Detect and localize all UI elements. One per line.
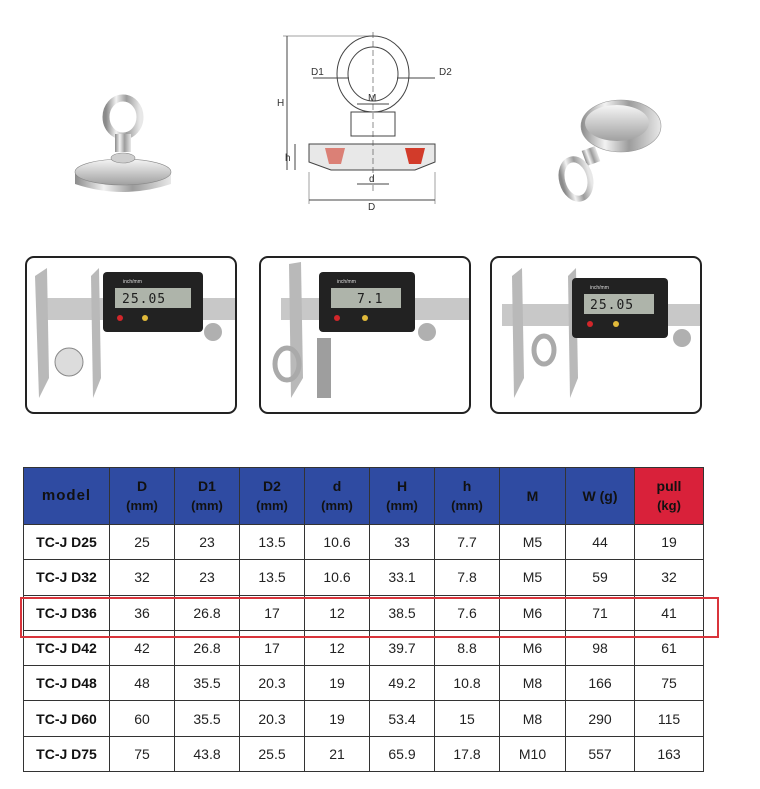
value-cell: 23 bbox=[175, 560, 240, 595]
caliper-reading-3: 25.05 bbox=[590, 298, 635, 313]
caliper-unit-3: inch/mm bbox=[590, 285, 609, 291]
caliper-photo-3 bbox=[490, 256, 702, 414]
header-pull: pull (kg) bbox=[635, 468, 704, 525]
value-cell: 557 bbox=[566, 736, 635, 771]
value-cell: 71 bbox=[566, 595, 635, 630]
value-cell: 26.8 bbox=[175, 630, 240, 665]
model-cell: TC-J D75 bbox=[24, 736, 110, 771]
header-weight: W (g) bbox=[566, 468, 635, 525]
value-cell: 43.8 bbox=[175, 736, 240, 771]
value-cell: M10 bbox=[500, 736, 566, 771]
table-row bbox=[24, 560, 704, 595]
value-cell: 38.5 bbox=[370, 595, 435, 630]
magnet-front-photo bbox=[70, 92, 180, 202]
table-row bbox=[24, 630, 704, 665]
model-cell: TC-J D36 bbox=[24, 595, 110, 630]
dim-label-d-small: d bbox=[369, 174, 375, 185]
caliper-photo-1 bbox=[25, 256, 237, 414]
value-cell: M5 bbox=[500, 525, 566, 560]
value-cell: 25 bbox=[110, 525, 175, 560]
value-cell: 8.8 bbox=[435, 630, 500, 665]
value-cell: 17 bbox=[240, 630, 305, 665]
table-header-row bbox=[24, 468, 704, 525]
value-cell: 65.9 bbox=[370, 736, 435, 771]
table-row bbox=[24, 525, 704, 560]
value-cell: 10.6 bbox=[305, 560, 370, 595]
value-cell: 25.5 bbox=[240, 736, 305, 771]
value-cell: M5 bbox=[500, 560, 566, 595]
dim-label-h-upper: H bbox=[277, 98, 285, 109]
caliper-unit-1: inch/mm bbox=[123, 279, 142, 285]
value-cell: 32 bbox=[635, 560, 704, 595]
table-row bbox=[24, 595, 704, 630]
faint-caption-strip bbox=[40, 6, 400, 14]
magnet-side-photo bbox=[546, 94, 666, 209]
model-cell: TC-J D60 bbox=[24, 701, 110, 736]
value-cell: 19 bbox=[305, 701, 370, 736]
value-cell: 39.7 bbox=[370, 630, 435, 665]
value-cell: 75 bbox=[635, 666, 704, 701]
value-cell: 36 bbox=[110, 595, 175, 630]
table-row bbox=[24, 666, 704, 701]
value-cell: 42 bbox=[110, 630, 175, 665]
value-cell: 98 bbox=[566, 630, 635, 665]
value-cell: 21 bbox=[305, 736, 370, 771]
value-cell: 23 bbox=[175, 525, 240, 560]
caliper-unit-2: inch/mm bbox=[337, 279, 356, 285]
value-cell: 32 bbox=[110, 560, 175, 595]
value-cell: 7.8 bbox=[435, 560, 500, 595]
value-cell: 290 bbox=[566, 701, 635, 736]
value-cell: M8 bbox=[500, 666, 566, 701]
value-cell: 19 bbox=[635, 525, 704, 560]
dim-label-d-large: D bbox=[368, 202, 376, 212]
model-cell: TC-J D48 bbox=[24, 666, 110, 701]
header-h-total: H (mm) bbox=[370, 468, 435, 525]
value-cell: M8 bbox=[500, 701, 566, 736]
value-cell: 19 bbox=[305, 666, 370, 701]
value-cell: 41 bbox=[635, 595, 704, 630]
header-h-base: h (mm) bbox=[435, 468, 500, 525]
value-cell: 12 bbox=[305, 595, 370, 630]
header-d2: D2 (mm) bbox=[240, 468, 305, 525]
dim-label-d1: D1 bbox=[311, 67, 324, 78]
caliper-reading-1: 25.05 bbox=[122, 292, 167, 307]
model-cell: TC-J D42 bbox=[24, 630, 110, 665]
value-cell: 163 bbox=[635, 736, 704, 771]
value-cell: 17 bbox=[240, 595, 305, 630]
value-cell: 35.5 bbox=[175, 701, 240, 736]
caliper-reading-2: 7.1 bbox=[357, 292, 384, 307]
header-model: model bbox=[24, 468, 110, 525]
value-cell: 33.1 bbox=[370, 560, 435, 595]
value-cell: 115 bbox=[635, 701, 704, 736]
value-cell: 10.8 bbox=[435, 666, 500, 701]
header-d1: D1 (mm) bbox=[175, 468, 240, 525]
value-cell: 33 bbox=[370, 525, 435, 560]
value-cell: 75 bbox=[110, 736, 175, 771]
technical-drawing bbox=[265, 32, 465, 212]
value-cell: 12 bbox=[305, 630, 370, 665]
value-cell: 7.6 bbox=[435, 595, 500, 630]
value-cell: 20.3 bbox=[240, 666, 305, 701]
value-cell: 7.7 bbox=[435, 525, 500, 560]
value-cell: 48 bbox=[110, 666, 175, 701]
value-cell: 60 bbox=[110, 701, 175, 736]
dim-label-d2: D2 bbox=[439, 67, 452, 78]
value-cell: 10.6 bbox=[305, 525, 370, 560]
value-cell: 20.3 bbox=[240, 701, 305, 736]
model-cell: TC-J D25 bbox=[24, 525, 110, 560]
value-cell: 13.5 bbox=[240, 560, 305, 595]
value-cell: 44 bbox=[566, 525, 635, 560]
dim-label-h-lower: h bbox=[285, 153, 291, 164]
value-cell: 35.5 bbox=[175, 666, 240, 701]
model-cell: TC-J D32 bbox=[24, 560, 110, 595]
caliper-photo-2 bbox=[259, 256, 471, 414]
header-d-inner: d (mm) bbox=[305, 468, 370, 525]
spec-table bbox=[23, 467, 704, 772]
value-cell: 61 bbox=[635, 630, 704, 665]
dim-label-m: M bbox=[368, 93, 377, 104]
table-row bbox=[24, 736, 704, 771]
table-row bbox=[24, 701, 704, 736]
value-cell: 49.2 bbox=[370, 666, 435, 701]
value-cell: 13.5 bbox=[240, 525, 305, 560]
value-cell: M6 bbox=[500, 630, 566, 665]
value-cell: 17.8 bbox=[435, 736, 500, 771]
value-cell: 53.4 bbox=[370, 701, 435, 736]
value-cell: 15 bbox=[435, 701, 500, 736]
header-m: M bbox=[500, 468, 566, 525]
value-cell: 166 bbox=[566, 666, 635, 701]
header-d-outer: D (mm) bbox=[110, 468, 175, 525]
value-cell: M6 bbox=[500, 595, 566, 630]
value-cell: 59 bbox=[566, 560, 635, 595]
value-cell: 26.8 bbox=[175, 595, 240, 630]
